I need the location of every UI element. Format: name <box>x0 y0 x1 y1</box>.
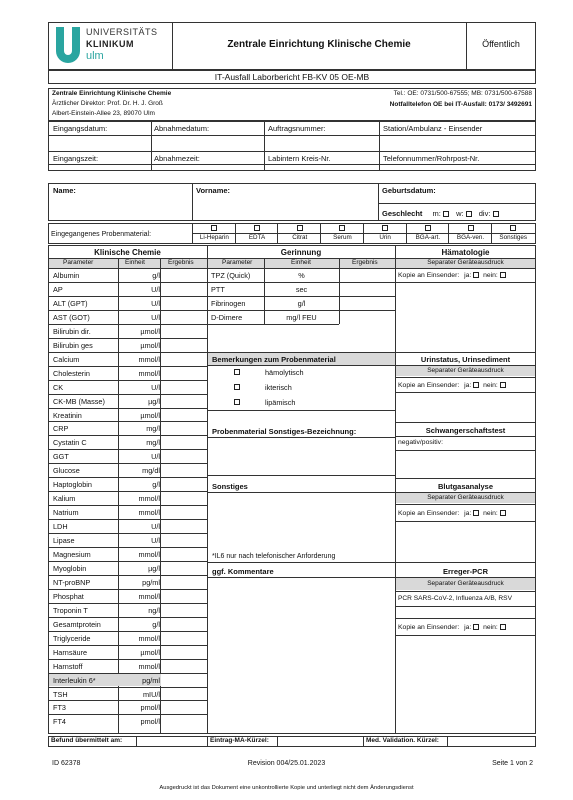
kc-row <box>48 603 207 617</box>
kc-unit: mmol/l <box>138 494 160 504</box>
gerinnung-row <box>207 268 395 282</box>
blutgas-kopie: Kopie an Einsender: <box>398 509 460 517</box>
kc-unit: µmol/l <box>140 410 160 420</box>
sonstiges-title: Sonstiges <box>212 482 248 491</box>
kc-param: LDH <box>53 522 68 532</box>
material-option-label: EDTA <box>248 234 266 241</box>
erreger-pcr: PCR SARS-CoV-2, Influenza A/B, RSV <box>398 595 512 602</box>
haematologie-ja-checkbox[interactable] <box>473 272 479 278</box>
kc-param: Triglyceride <box>53 633 91 643</box>
kc-param: Bilirubin dir. <box>53 326 91 336</box>
kc-unit: U/l <box>151 284 160 294</box>
abnahmezeit-label: Abnahmezeit: <box>154 154 200 163</box>
kc-param: FT4 <box>53 717 66 727</box>
material-option-checkbox[interactable] <box>339 225 345 231</box>
kc-row <box>48 561 207 575</box>
geschlecht-row <box>382 210 499 218</box>
kc-param: AST (GOT) <box>53 312 90 322</box>
kc-row <box>48 491 207 505</box>
kc-param: Troponin T <box>53 605 88 615</box>
kc-unit: mmol/l <box>138 633 160 643</box>
kc-result-cell[interactable] <box>162 537 206 547</box>
kc-result-cell[interactable] <box>162 300 206 310</box>
kc-result-cell[interactable] <box>162 398 206 408</box>
kc-param: Bilirubin ges <box>53 340 93 350</box>
kc-result-cell[interactable] <box>162 439 206 449</box>
eintrag-label: Eintrag-MA-Kürzel: <box>210 737 269 744</box>
address-phone: Tel.: OE: 0731/500-67555; MB: 0731/500-67588 <box>393 90 532 97</box>
kc-param: Gesamtprotein <box>53 619 101 629</box>
kc-row <box>48 547 207 561</box>
sex-div-label: div: <box>478 209 491 218</box>
kc-unit: pmol/l <box>140 717 160 727</box>
kc-row <box>48 268 207 282</box>
kc-param: Magnesium <box>53 550 91 559</box>
ger-param: Fibrinogen <box>211 299 246 308</box>
kc-unit: pg/ml <box>142 577 160 587</box>
kc-param: NT-proBNP <box>53 577 91 587</box>
bemerkung-label: lipämisch <box>265 398 296 407</box>
erreger-kopie-row <box>398 624 506 632</box>
ger-param: PTT <box>211 285 225 294</box>
kc-result-cell[interactable] <box>162 677 206 687</box>
kc-param: CK <box>53 382 64 392</box>
kc-result-cell[interactable] <box>162 621 206 631</box>
kc-unit: mg/l <box>146 438 160 448</box>
kc-param: ALT (GPT) <box>53 298 88 308</box>
logo-line3: ulm <box>86 50 104 62</box>
kc-unit: mmol/l <box>138 508 160 518</box>
kc-unit: µg/l <box>148 396 160 406</box>
kc-row <box>48 505 207 519</box>
gerinnung-row <box>207 282 395 296</box>
material-option-label: BGA-art. <box>415 234 441 241</box>
address-street: Albert-Einstein-Allee 23, 89070 Ulm <box>52 110 155 117</box>
kc-param: CRP <box>53 424 69 434</box>
footer-page: Seite 1 von 2 <box>492 760 533 767</box>
kc-result-cell[interactable] <box>162 384 206 394</box>
material-option-label: Sonstiges <box>499 234 528 241</box>
kc-unit: U/l <box>151 522 160 532</box>
kc-col-unit: Einheit <box>125 259 145 266</box>
kc-result-cell[interactable] <box>162 425 206 435</box>
kc-row <box>48 449 207 463</box>
ger-unit: mg/l FEU <box>286 313 317 322</box>
header-title: Zentrale Einrichtung Klinische Chemie <box>227 39 411 50</box>
kc-result-cell[interactable] <box>162 523 206 533</box>
sex-m-label: m: <box>432 209 441 218</box>
kc-unit: U/l <box>151 312 160 322</box>
kc-row <box>48 533 207 547</box>
blutgas-kopie-row <box>398 510 506 518</box>
ger-unit: sec <box>295 285 308 294</box>
kc-unit: U/l <box>151 536 160 546</box>
kc-row <box>48 324 207 338</box>
kc-param: Cholesterin <box>53 368 90 378</box>
kc-row <box>48 575 207 589</box>
material-option-checkbox[interactable] <box>510 225 516 231</box>
material-label: Eingegangenes Probenmaterial: <box>51 231 152 238</box>
kc-param: Cystatin C <box>53 438 87 448</box>
address-emergency: Notfalltelefon OE bei IT-Ausfall: 0173/ 3492691 <box>389 101 532 108</box>
bemerkung-checkbox[interactable] <box>234 384 240 390</box>
abnahmedatum-label: Abnahmedatum: <box>154 124 210 133</box>
eingangsdatum-label: Eingangsdatum: <box>53 124 108 133</box>
kc-row <box>48 352 207 366</box>
kc-param: Kreatinin <box>53 410 82 420</box>
sex-m-checkbox[interactable] <box>443 211 449 217</box>
gerinnung-row <box>207 296 395 310</box>
urinstatus-title: Urinstatus, Urinsediment <box>420 355 511 364</box>
bemerkungen-title: Bemerkungen zum Probenmaterial <box>212 355 336 364</box>
kc-result-cell[interactable] <box>162 328 206 338</box>
befund-text: Befund übermittelt am: <box>51 737 123 744</box>
erreger-nein: nein: <box>483 623 498 631</box>
telefon-label: Telefonnummer/Rohrpost-Nr. <box>383 154 480 163</box>
bemerkung-label: hämolytisch <box>265 368 304 377</box>
kc-unit: U/l <box>151 452 160 462</box>
report-title: IT-Ausfall Laborbericht FB-KV 05 OE-MB <box>214 72 370 82</box>
geburtsdatum-label: Geburtsdatum: <box>382 186 436 195</box>
haematologie-nein-checkbox[interactable] <box>500 272 506 278</box>
urinstatus-nein: nein: <box>483 381 498 389</box>
bemerkung-label: ikterisch <box>265 383 292 392</box>
geschlecht-label: Geschlecht <box>382 209 423 218</box>
ger-col-param: Parameter <box>222 259 253 266</box>
urinstatus-kopie-row <box>398 382 506 390</box>
kc-row <box>48 310 207 324</box>
material-option-label: Serum <box>333 234 352 241</box>
haematologie-kopie: Kopie an Einsender: <box>398 271 460 279</box>
haematologie-kopie-row <box>398 272 506 280</box>
kc-result-cell[interactable] <box>162 579 206 589</box>
kc-row <box>48 282 207 296</box>
haematologie-title: Hämatologie <box>441 248 490 257</box>
ger-unit: % <box>298 271 305 280</box>
gerinnung-title: Gerinnung <box>280 248 322 257</box>
name-label: Name: <box>53 186 76 195</box>
validation-label: Med. Validation. Kürzel: <box>366 737 439 744</box>
kc-row <box>48 714 207 728</box>
blutgas-nein-checkbox[interactable] <box>500 510 506 516</box>
kc-result-cell[interactable] <box>162 272 206 282</box>
kc-param: AP <box>53 284 63 294</box>
kc-result-cell[interactable] <box>162 370 206 380</box>
kc-result-cell[interactable] <box>162 412 206 422</box>
sex-w-label: w: <box>456 209 464 218</box>
erreger-title: Erreger-PCR <box>442 567 488 576</box>
kc-unit: mg/dl <box>142 466 160 476</box>
kc-result-cell[interactable] <box>162 607 206 617</box>
material-option-checkbox[interactable] <box>254 225 260 231</box>
befund-label <box>51 738 122 745</box>
urinstatus-ja: ja: <box>464 381 472 389</box>
kc-result-cell[interactable] <box>162 467 206 477</box>
material-option-label: Citrat <box>292 234 308 241</box>
kc-result-cell[interactable] <box>162 691 206 701</box>
kc-row <box>48 631 207 645</box>
ger-param: D-Dimere <box>211 313 243 322</box>
kc-param: Myoglobin <box>53 563 87 573</box>
station-label: Station/Ambulanz - Einsender <box>383 124 483 133</box>
material-option-label: BGA-ven. <box>456 234 485 241</box>
kc-param: Natrium <box>53 508 79 518</box>
kc-result-cell[interactable] <box>162 565 206 575</box>
kc-row <box>48 421 207 435</box>
kc-unit: mg/l <box>146 424 160 434</box>
kc-param: CK-MB (Masse) <box>53 396 105 406</box>
address-org: Zentrale Einrichtung Klinische Chemie <box>52 90 172 97</box>
sonstiges-note: *IL6 nur nach telefonischer Anforderung <box>212 553 336 560</box>
kc-row <box>48 617 207 631</box>
auftragsnummer-label: Auftragsnummer: <box>268 124 326 133</box>
erreger-sub: Separater Geräteausdruck <box>427 580 504 587</box>
erreger-ja: ja: <box>464 623 472 631</box>
urinstatus-ja-checkbox[interactable] <box>473 382 479 388</box>
blutgas-nein: nein: <box>483 509 498 517</box>
sex-w-checkbox[interactable] <box>466 211 472 217</box>
gerinnung-end <box>207 324 339 325</box>
haematologie-ja: ja: <box>464 271 472 279</box>
material-option-checkbox[interactable] <box>425 225 431 231</box>
kc-result-cell[interactable] <box>162 453 206 463</box>
schwanger-title: Schwangerschaftstest <box>425 426 506 435</box>
kc-param: TSH <box>53 689 68 699</box>
kc-unit: g/l <box>152 619 160 629</box>
kc-title: Klinische Chemie <box>94 248 161 257</box>
erreger-nein-checkbox[interactable] <box>500 624 506 630</box>
kc-result-cell[interactable] <box>162 314 206 324</box>
kc-row <box>48 366 207 380</box>
footer-id: ID 62378 <box>52 760 81 767</box>
kommentare-title: ggf. Kommentare <box>212 567 274 576</box>
kc-unit: µmol/l <box>140 647 160 657</box>
kc-unit: µmol/l <box>140 326 160 336</box>
kc-param: Lipase <box>53 536 75 546</box>
sonstiges-material-title: Probenmaterial Sonstiges-Bezeichnung: <box>212 427 357 436</box>
kc-row <box>48 394 207 408</box>
labintern-label: Labintern Kreis-Nr. <box>268 154 331 163</box>
kc-row <box>48 477 207 491</box>
kc-row <box>48 296 207 310</box>
kc-result-cell[interactable] <box>162 649 206 659</box>
kc-param: Glucose <box>53 466 80 476</box>
footer-revision: Revision 004/25.01.2023 <box>247 760 326 767</box>
kc-unit: mmol/l <box>138 591 160 601</box>
kc-unit: mmol/l <box>138 550 160 559</box>
blutgas-ja-checkbox[interactable] <box>473 510 479 516</box>
classification-label: Öffentlich <box>482 39 520 49</box>
kc-unit: U/l <box>151 298 160 308</box>
ger-unit: g/l <box>297 299 306 308</box>
kc-unit: g/l <box>152 480 160 490</box>
bemerkung-checkbox[interactable] <box>234 399 240 405</box>
kc-result-cell[interactable] <box>162 286 206 296</box>
kc-unit: pmol/l <box>140 703 160 713</box>
haematologie-sub: Separater Geräteausdruck <box>427 259 504 266</box>
kc-result-cell[interactable] <box>162 509 206 519</box>
kc-row <box>48 589 207 603</box>
blutgas-sub: Separater Geräteausdruck <box>427 494 504 501</box>
ger-param: TPZ (Quick) <box>211 271 251 280</box>
material-option-checkbox[interactable] <box>297 225 303 231</box>
kc-unit: µg/l <box>148 563 160 573</box>
kc-row <box>48 380 207 394</box>
gerinnung-row <box>207 310 395 324</box>
kc-row <box>48 700 207 714</box>
kc-param: Phosphat <box>53 591 84 601</box>
urinstatus-kopie: Kopie an Einsender: <box>398 381 460 389</box>
kc-result-cell[interactable] <box>162 704 206 714</box>
urinstatus-nein-checkbox[interactable] <box>500 382 506 388</box>
vorname-label: Vorname: <box>196 186 231 195</box>
kc-result-cell[interactable] <box>162 356 206 366</box>
kc-param: Harnsäure <box>53 647 88 657</box>
blutgas-ja: ja: <box>464 509 472 517</box>
kc-unit: g/l <box>152 271 160 280</box>
kc-col-param: Parameter <box>63 259 94 266</box>
schwanger-sub: negativ/positiv: <box>398 439 443 446</box>
kc-unit: pg/ml <box>142 675 160 685</box>
logo-mark <box>54 27 82 65</box>
kc-unit: mmol/l <box>138 354 160 364</box>
material-option-checkbox[interactable] <box>382 225 388 231</box>
kc-result-cell[interactable] <box>162 635 206 645</box>
material-option-checkbox[interactable] <box>468 225 474 231</box>
ger-col-result: Ergebnis <box>352 259 378 266</box>
sex-div-checkbox[interactable] <box>493 211 499 217</box>
address-director: Ärztlicher Direktor: Prof. Dr. H. J. Groß <box>52 100 163 107</box>
kc-param: Kalium <box>53 494 76 504</box>
kc-unit: mmol/l <box>138 661 160 671</box>
kc-param: Interleukin 6* <box>53 675 96 685</box>
kc-param: GGT <box>53 452 69 462</box>
haematologie-nein: nein: <box>483 271 498 279</box>
urinstatus-sub: Separater Geräteausdruck <box>427 367 504 374</box>
kc-result-cell[interactable] <box>162 481 206 491</box>
kc-row <box>48 673 207 687</box>
kc-unit: ng/l <box>148 605 160 615</box>
material-option-label: Li-Heparin <box>199 234 229 241</box>
kc-param: FT3 <box>53 703 66 713</box>
kc-result-cell[interactable] <box>162 342 206 352</box>
kc-row <box>48 687 207 701</box>
footer-disclaimer: Ausgedruckt ist das Dokument eine unkontrollierte Kopie und unterliegt nicht dem Änderungsdienst <box>159 785 414 791</box>
kc-param: Haptoglobin <box>53 480 92 490</box>
blutgas-title: Blutgasanalyse <box>437 482 494 491</box>
material-divider <box>192 233 536 234</box>
kc-param: Calcium <box>53 354 80 364</box>
eingangszeit-label: Eingangszeit: <box>53 154 99 163</box>
bemerkung-checkbox[interactable] <box>234 369 240 375</box>
kc-result-cell[interactable] <box>162 495 206 505</box>
kc-unit: mIU/l <box>142 689 160 699</box>
kc-row <box>48 338 207 352</box>
kc-unit: mmol/l <box>138 368 160 378</box>
material-option-checkbox[interactable] <box>211 225 217 231</box>
logo-line2: KLINIKUM <box>86 39 134 49</box>
kc-row <box>48 463 207 477</box>
logo-line1: UNIVERSITÄTS <box>86 27 158 37</box>
kc-unit: µmol/l <box>140 340 160 350</box>
kc-row <box>48 645 207 659</box>
kc-result-cell[interactable] <box>162 663 206 673</box>
kc-row <box>48 408 207 422</box>
kc-result-cell[interactable] <box>162 551 206 561</box>
ger-col-unit: Einheit <box>291 259 311 266</box>
kc-param: Harnstoff <box>53 661 83 671</box>
kc-result-cell[interactable] <box>162 718 206 728</box>
kc-param: Albumin <box>53 271 80 280</box>
kc-row <box>48 519 207 533</box>
kc-row <box>48 435 207 449</box>
kc-col-result: Ergebnis <box>168 259 194 266</box>
erreger-kopie: Kopie an Einsender: <box>398 623 460 631</box>
kc-row <box>48 659 207 673</box>
kc-result-cell[interactable] <box>162 593 206 603</box>
kc-unit: U/l <box>151 382 160 392</box>
material-option-label: Urin <box>379 234 391 241</box>
erreger-ja-checkbox[interactable] <box>473 624 479 630</box>
